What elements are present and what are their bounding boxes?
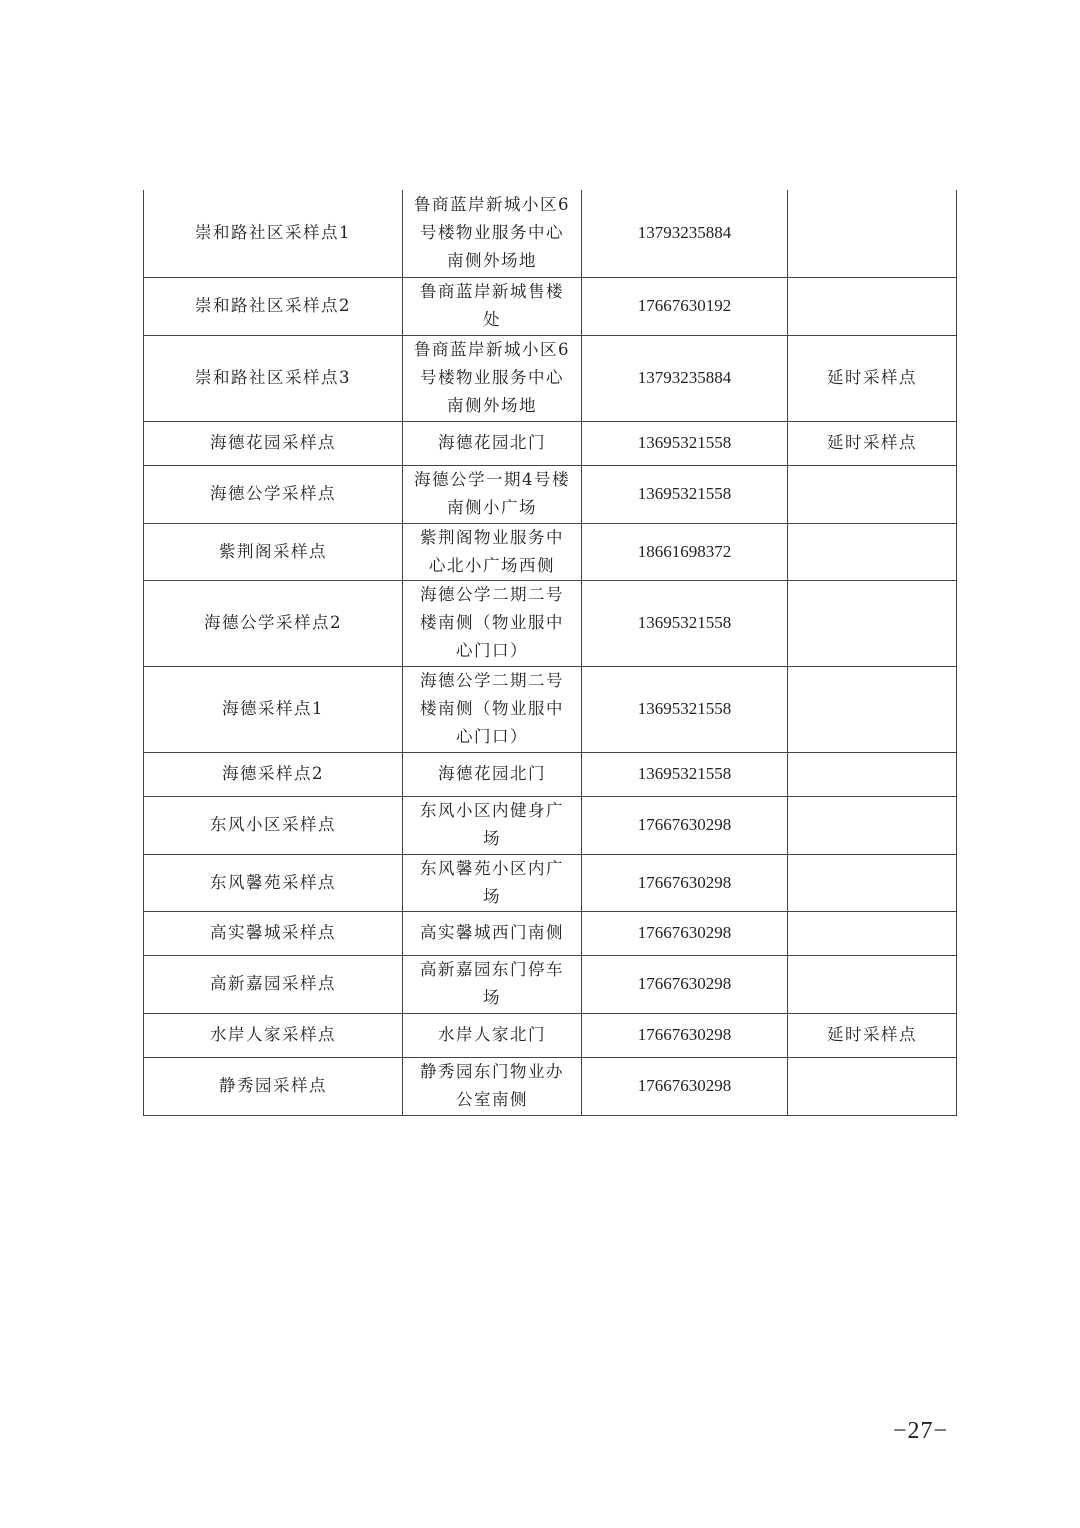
- site-address: 海德公学二期二号楼南侧（物业服中心门口）: [403, 666, 582, 752]
- table-row: [144, 911, 957, 955]
- site-note: [788, 523, 957, 580]
- contact-phone: 13695321558: [582, 465, 788, 523]
- site-name: 东风小区采样点: [144, 796, 403, 854]
- site-address: 鲁商蓝岸新城小区6号楼物业服务中心南侧外场地: [403, 335, 582, 421]
- site-name: 海德采样点2: [144, 752, 403, 796]
- table-row: [144, 955, 957, 1013]
- site-address: 海德公学二期二号楼南侧（物业服中心门口）: [403, 580, 582, 666]
- site-name: 崇和路社区采样点3: [144, 335, 403, 421]
- contact-phone: 17667630192: [582, 277, 788, 335]
- site-name: 海德花园采样点: [144, 421, 403, 465]
- site-note: [788, 277, 957, 335]
- contact-phone: 17667630298: [582, 854, 788, 911]
- site-note: [788, 854, 957, 911]
- contact-phone: 17667630298: [582, 796, 788, 854]
- table-row: [144, 1057, 957, 1115]
- table-row: [144, 523, 957, 580]
- site-name: 高新嘉园采样点: [144, 955, 403, 1013]
- contact-phone: 17667630298: [582, 911, 788, 955]
- site-address: 海德花园北门: [403, 752, 582, 796]
- contact-phone: 13695321558: [582, 421, 788, 465]
- site-note: [788, 190, 957, 277]
- site-note: [788, 465, 957, 523]
- table-row: [144, 796, 957, 854]
- site-address: 海德花园北门: [403, 421, 582, 465]
- site-name: 紫荆阁采样点: [144, 523, 403, 580]
- table-row: [144, 1013, 957, 1057]
- site-note: [788, 752, 957, 796]
- table-row: [144, 752, 957, 796]
- table-row: [144, 190, 957, 277]
- table-row: [144, 277, 957, 335]
- contact-phone: 13695321558: [582, 752, 788, 796]
- contact-phone: 13793235884: [582, 335, 788, 421]
- site-name: 静秀园采样点: [144, 1057, 403, 1115]
- contact-phone: 13793235884: [582, 190, 788, 277]
- site-address: 鲁商蓝岸新城小区6号楼物业服务中心南侧外场地: [403, 190, 582, 277]
- site-name: 水岸人家采样点: [144, 1013, 403, 1057]
- site-note: [788, 911, 957, 955]
- site-name: 崇和路社区采样点2: [144, 277, 403, 335]
- site-note: [788, 580, 957, 666]
- contact-phone: 18661698372: [582, 523, 788, 580]
- site-address: 高新嘉园东门停车场: [403, 955, 582, 1013]
- site-note: [788, 666, 957, 752]
- contact-phone: 17667630298: [582, 955, 788, 1013]
- table-row: [144, 335, 957, 421]
- contact-phone: 13695321558: [582, 666, 788, 752]
- site-address: 东风小区内健身广场: [403, 796, 582, 854]
- site-name: 海德公学采样点2: [144, 580, 403, 666]
- site-address: 高实馨城西门南侧: [403, 911, 582, 955]
- site-name: 东风馨苑采样点: [144, 854, 403, 911]
- site-note: 延时采样点: [788, 1013, 957, 1057]
- contact-phone: 13695321558: [582, 580, 788, 666]
- contact-phone: 17667630298: [582, 1013, 788, 1057]
- site-note: [788, 796, 957, 854]
- sampling-sites-table: [143, 190, 957, 1116]
- table-row: [144, 666, 957, 752]
- table-row: [144, 854, 957, 911]
- site-address: 紫荆阁物业服务中心北小广场西侧: [403, 523, 582, 580]
- site-address: 鲁商蓝岸新城售楼处: [403, 277, 582, 335]
- site-note: [788, 955, 957, 1013]
- site-note: 延时采样点: [788, 335, 957, 421]
- table-row: [144, 421, 957, 465]
- site-name: 海德公学采样点: [144, 465, 403, 523]
- site-name: 崇和路社区采样点1: [144, 190, 403, 277]
- table-row: [144, 580, 957, 666]
- site-address: 海德公学一期4号楼南侧小广场: [403, 465, 582, 523]
- contact-phone: 17667630298: [582, 1057, 788, 1115]
- site-name: 海德采样点1: [144, 666, 403, 752]
- site-address: 静秀园东门物业办公室南侧: [403, 1057, 582, 1115]
- site-address: 东风馨苑小区内广场: [403, 854, 582, 911]
- site-address: 水岸人家北门: [403, 1013, 582, 1057]
- site-name: 高实馨城采样点: [144, 911, 403, 955]
- site-note: 延时采样点: [788, 421, 957, 465]
- table-row: [144, 465, 957, 523]
- site-note: [788, 1057, 957, 1115]
- page-number: −27−: [893, 1418, 949, 1444]
